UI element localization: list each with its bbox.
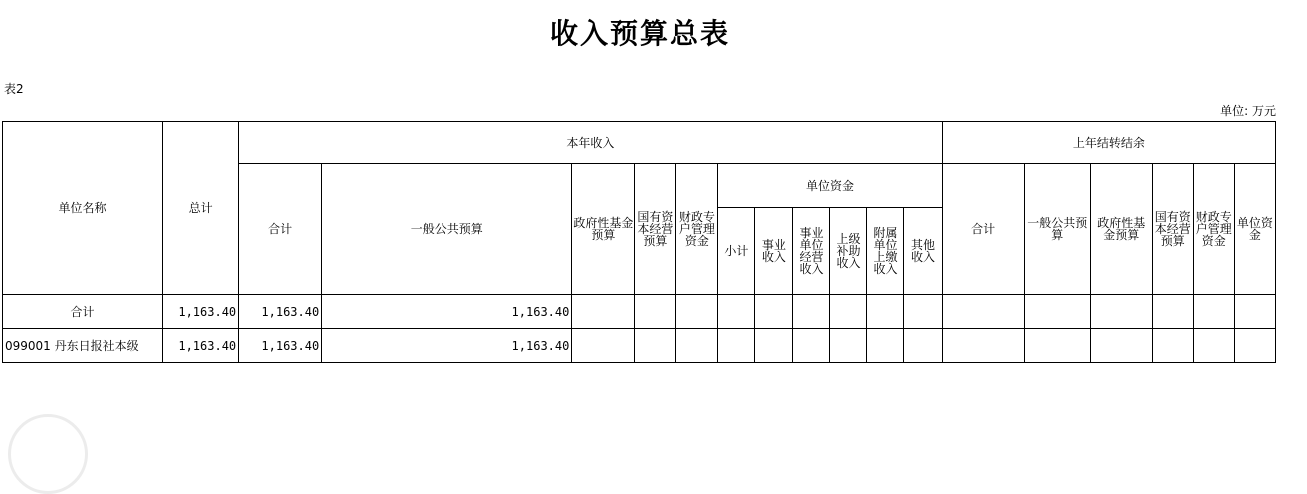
row-small-total [718,295,755,329]
header-business-income: 事业收入 [755,208,793,295]
row-affiliated-income [867,295,904,329]
table-row [3,295,1276,329]
header-gov-fund: 政府性基金预算 [572,164,635,295]
row-small-total [718,329,755,363]
row-subtotal: 1,163.40 [239,329,322,363]
row-gov-fund [572,329,635,363]
row-subtotal: 1,163.40 [239,295,322,329]
row-other-income [904,295,942,329]
header-prev-state-capital: 国有资本经营预算 [1152,164,1193,295]
row-superior-subsidy [830,329,867,363]
row-affiliated-income [867,329,904,363]
row-total: 1,163.40 [163,295,239,329]
row-operating-income [793,295,830,329]
header-unit-name: 单位名称 [3,122,163,295]
header-unit-funds: 单位资金 [718,164,942,208]
header-subtotal: 合计 [239,164,322,295]
row-business-income [755,329,793,363]
page-title: 收入预算总表 [549,17,730,50]
row-superior-subsidy [830,295,867,329]
row-general-budget: 1,163.40 [322,329,572,363]
header-prev-subtotal: 合计 [942,164,1024,295]
header-operating-income: 事业单位经营收入 [793,208,830,295]
row-state-capital [635,295,676,329]
header-prev-unit-funds: 单位资金 [1234,164,1275,295]
header-prev-general: 一般公共预算 [1024,164,1090,295]
header-affiliated-income: 附属单位上缴收入 [867,208,904,295]
table-row [3,329,1276,363]
header-special-account: 财政专户管理资金 [676,164,718,295]
row-prev-state-capital [1152,295,1193,329]
header-prior-year: 上年结转结余 [942,122,1275,164]
row-special-account [676,295,718,329]
header-superior-subsidy: 上级补助收入 [830,208,867,295]
header-prev-special-account: 财政专户管理资金 [1193,164,1234,295]
row-other-income [904,329,942,363]
row-unit-name: 099001 丹东日报社本级 [3,329,163,363]
row-prev-general [1024,329,1090,363]
header-small-total: 小计 [718,208,755,295]
row-prev-state-capital [1152,329,1193,363]
income-budget-table [2,121,1276,363]
row-prev-subtotal [942,295,1024,329]
row-gov-fund [572,295,635,329]
row-prev-gov-fund [1090,329,1152,363]
row-prev-general [1024,295,1090,329]
unit-label: 单位: 万元 [1220,104,1276,118]
header-total: 总计 [163,122,239,295]
header-other-income: 其他收入 [904,208,942,295]
header-state-capital: 国有资本经营预算 [635,164,676,295]
row-prev-subtotal [942,329,1024,363]
row-unit-name: 合计 [3,295,163,329]
header-row-1 [3,122,1276,164]
header-current-year: 本年收入 [239,122,943,164]
row-business-income [755,295,793,329]
row-general-budget: 1,163.40 [322,295,572,329]
watermark-seal [8,414,88,494]
header-general-budget: 一般公共预算 [322,164,572,295]
row-prev-special-account [1193,295,1234,329]
row-prev-unit-funds [1234,329,1275,363]
row-prev-special-account [1193,329,1234,363]
row-total: 1,163.40 [163,329,239,363]
row-prev-unit-funds [1234,295,1275,329]
row-operating-income [793,329,830,363]
row-prev-gov-fund [1090,295,1152,329]
row-state-capital [635,329,676,363]
row-special-account [676,329,718,363]
header-prev-gov-fund: 政府性基金预算 [1090,164,1152,295]
table-number: 表2 [4,82,24,96]
